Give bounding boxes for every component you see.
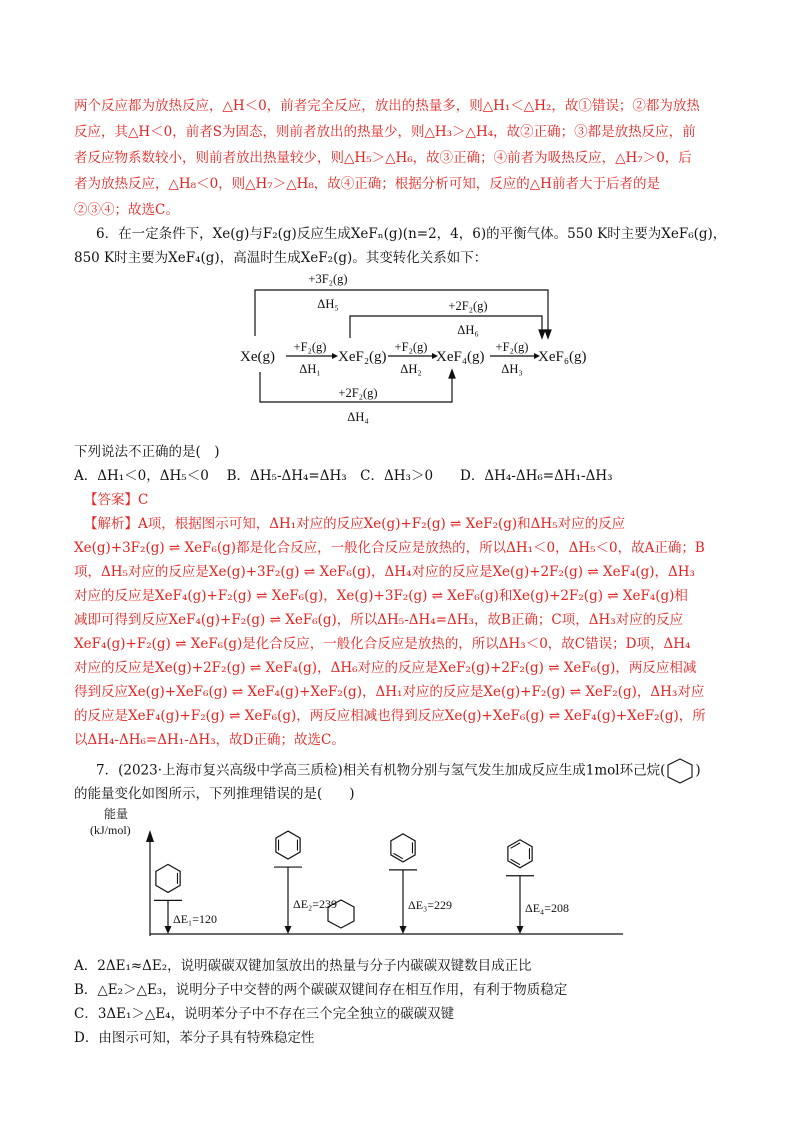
- arrowhead: [400, 926, 407, 934]
- energy-label: ΔE₄=208: [525, 900, 569, 915]
- analysis-line: 项，ΔH₅对应的反应是Xe(g)+3F₂(g) ⇌ XeF₆(g)，ΔH₄对应的反应是Xe(g)+2F₂(g) ⇌ XeF₄(g)，ΔH₃: [74, 564, 695, 580]
- analysis-line: 得到反应Xe(g)+XeF₆(g) ⇌ XeF₄(g)+XeF₂(g)，ΔH₁对应的反应是Xe(g)+F₂(g) ⇌ XeF₂(g)，ΔH₃对应: [74, 684, 705, 700]
- q6-stem-line1: 6．在一定条件下，Xe(g)与F₂(g)反应生成XeFₙ(g)(n=2，4，6)的平衡气体。550 K时主要为XeF₆(g)，: [96, 226, 727, 242]
- q7-option-a: A．2ΔE₁≈ΔE₂，说明碳碳双键加氢放出的热量与分子内碳碳双键数目成正比: [74, 958, 532, 974]
- species-xef6: XeF₆(g): [538, 349, 587, 365]
- double-bond-line: [511, 843, 520, 848]
- q7-energy-diagram: [88, 806, 628, 946]
- analysis-line: XeF₄(g)+F₂(g) ⇌ XeF₆(g)是化合反应，一般化合反应是放热的，所以ΔH₃＜0，故C错误；D项，ΔH₄: [74, 636, 691, 652]
- q7-stem-line1: [96, 758, 701, 784]
- energy-label: ΔE₃=229: [408, 898, 452, 913]
- q6-question: 下列说法不正确的是( ): [74, 444, 220, 460]
- prev-answer-line: 反应，其△H＜0，前者S为固态，则前者放出的热量少，则△H₃＞△H₄，故②正确；③都是放热反应，前: [74, 124, 696, 140]
- step-dh-1: ΔH₁: [299, 362, 321, 376]
- prev-answer-line: 两个反应都为放热反应，△H＜0，前者完全反应，放出的热量多，则△H₁＜△H₂，故①错误；②都为放热: [74, 98, 700, 114]
- cyclohexane-icon: [665, 758, 695, 784]
- analysis-line: 对应的反应是XeF₄(g)+F₂(g) ⇌ XeF₆(g)，Xe(g)+3F₂(g) ⇌ XeF₆(g)和Xe(g)+2F₂(g) ⇌ XeF₄(g)相: [74, 588, 688, 604]
- step-reagent-1: +F₂(g): [293, 340, 327, 354]
- q6-stem-line2: 850 K时主要为XeF₄(g)，高温时生成XeF₂(g)。其变转化关系如下：: [74, 250, 488, 266]
- energy-label: ΔE₂=239: [293, 896, 337, 911]
- y-axis-label-1: 能量: [104, 807, 129, 821]
- arrowhead: [539, 330, 545, 338]
- bottom-reagent: +2F₂(g): [338, 386, 378, 400]
- arrowhead: [517, 926, 524, 934]
- species-xe: Xe(g): [240, 349, 275, 365]
- analysis-line: 减即可得到反应XeF₄(g)+F₂(g) ⇌ XeF₆(g)，所以ΔH₅-ΔH₄=ΔH₃，故B正确；C项，ΔH₃对应的反应: [74, 612, 684, 628]
- cyclohexene-ring-icon: [156, 864, 180, 892]
- arrowhead: [545, 330, 551, 338]
- analysis-line: 的反应是XeF₄(g)+F₂(g) ⇌ XeF₆(g)，两反应相减也得到反应Xe(g)+XeF₆(g) ⇌ XeF₄(g)+XeF₂(g)，所: [74, 708, 706, 724]
- prev-answer-line: 者为放热反应，△H₈＜0，则△H₇＞△H₈，故④正确；根据分析可知，反应的△H前者大于后者的是: [74, 176, 660, 192]
- y-axis-arrowhead: [146, 830, 154, 842]
- outer-dh: ΔH₅: [317, 297, 339, 311]
- species-xef4: XeF₄(g): [436, 349, 485, 365]
- inner-reagent: +2F₂(g): [448, 299, 488, 313]
- q6-reaction-scheme: [240, 268, 600, 426]
- prev-answer-line: 者反应物系数较小，则前者放出热量较少，则△H₅＞△H₆，故③正确；④前者为吸热反应，△H₇＞0，后: [74, 150, 692, 166]
- analysis-line: 【解析】A项，根据图示可知，ΔH₁对应的反应Xe(g)+F₂(g) ⇌ XeF₂(g)和ΔH₅对应的反应: [84, 516, 626, 532]
- double-bond-line: [511, 859, 520, 864]
- prev-answer-line: ②③④；故选C。: [74, 202, 179, 218]
- step-reagent-3: +F₂(g): [495, 340, 529, 354]
- step-reagent-2: +F₂(g): [394, 340, 428, 354]
- q7-option-c: C．3ΔE₁＞△E₄，说明苯分子中不存在三个完全独立的碳碳双键: [74, 1006, 455, 1022]
- step-dh-2: ΔH₂: [400, 362, 422, 376]
- cyclohexadiene-ring-icon: [276, 831, 300, 859]
- step-dh-3: ΔH₃: [501, 362, 523, 376]
- y-axis-label-2: (kJ/mol): [90, 823, 131, 837]
- outer-top-bracket: [255, 290, 548, 336]
- outer-reagent: +3F₂(g): [308, 272, 348, 286]
- q7-stem-end: ): [695, 762, 701, 779]
- benzene-ring-icon: [508, 840, 532, 868]
- energy-label: ΔE₁=120: [173, 911, 217, 926]
- q6-answer: 【答案】C: [84, 492, 149, 508]
- arrowhead: [449, 370, 455, 378]
- q7-stem-line2: 的能量变化如图所示，下列推理错误的是( ): [74, 786, 355, 802]
- species-xef2: XeF₂(g): [338, 349, 387, 365]
- analysis-line: 对应的反应是Xe(g)+2F₂(g) ⇌ XeF₄(g)，ΔH₆对应的反应是XeF₂(g)+2F₂(g) ⇌ XeF₆(g)，两反应相减: [74, 660, 697, 676]
- bottom-dh: ΔH₄: [347, 410, 369, 424]
- cyclohexadiene13-ring-icon: [391, 834, 415, 862]
- q7-stem-text: 7．(2023·上海市复兴高级中学高三质检)相关有机物分别与氢气发生加成反应生成1mol环己烷(: [96, 762, 666, 779]
- inner-dh: ΔH₆: [457, 323, 479, 337]
- analysis-line: Xe(g)+3F₂(g) ⇌ XeF₆(g)都是化合反应，一般化合反应是放热的，所以ΔH₁＜0，ΔH₅＜0，故A正确；B: [74, 540, 705, 556]
- q7-option-b: B．△E₂＞△E₃，说明分子中交替的两个碳碳双键间存在相互作用，有利于物质稳定: [74, 982, 568, 998]
- analysis-line: 以ΔH₄-ΔH₆=ΔH₁-ΔH₃，故D正确；故选C。: [74, 732, 345, 748]
- inner-top-bracket: [350, 316, 542, 338]
- double-bond-line: [394, 853, 403, 858]
- q7-option-d: D．由图示可知，苯分子具有特殊稳定性: [74, 1030, 315, 1046]
- arrowhead: [285, 926, 292, 934]
- arrowhead: [165, 926, 172, 934]
- q6-options: A．ΔH₁＜0，ΔH₅＜0 B．ΔH₅-ΔH₄=ΔH₃ C．ΔH₃＞0 D．ΔH₄-ΔH₆=ΔH₁-ΔH₃: [74, 468, 613, 484]
